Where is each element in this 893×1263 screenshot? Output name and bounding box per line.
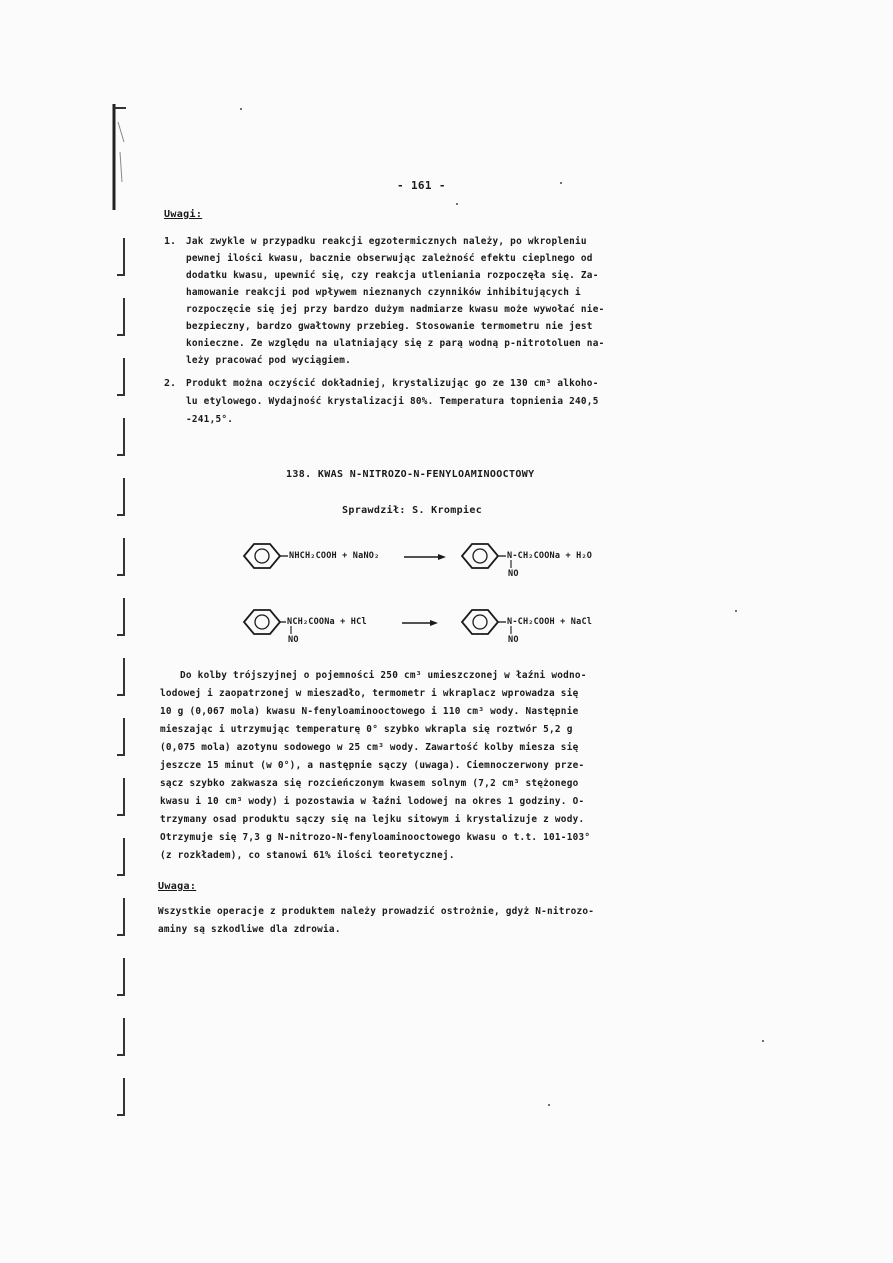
body-line: lodowej i zaopatrzonej w mieszadło, termometr i wkraplacz wprowadza się [160, 688, 579, 699]
binder-hole-mark [117, 1078, 125, 1116]
binder-hole-mark [117, 478, 125, 516]
note-number: 2. [164, 378, 177, 389]
body-line: Otrzymuje się 7,3 g N-nitrozo-N-fenyloaminooctowego kwasu o t.t. 101-103° [160, 832, 591, 843]
body-line: jeszcze 15 minut (w 0°), a następnie sączy (uwaga). Ciemnoczerwony prze- [160, 760, 585, 771]
scan-speck [456, 203, 458, 205]
scan-speck [548, 1104, 550, 1106]
binder-hole-mark [117, 238, 125, 276]
reaction-1-reactants: NHCH₂COOH + NaNO₂ [289, 551, 380, 561]
checked-by: Sprawdził: S. Krompiec [342, 505, 483, 516]
scan-speck [240, 108, 242, 110]
binder-hole-mark [117, 778, 125, 816]
note-line: bezpieczny, bardzo gwałtowny przebieg. Stosowanie termometru nie jest [186, 321, 593, 332]
note-line: Jak zwykle w przypadku reakcji egzotermicznych należy, po wkropleniu [186, 236, 587, 247]
body-line: (z rozkładem), co stanowi 61% ilości teoretycznej. [160, 850, 455, 861]
binder-hole-mark [117, 658, 125, 696]
note-heading: Uwaga: [158, 881, 197, 892]
binder-hole-mark [117, 538, 125, 576]
body-line: sącz szybko zakwasza się rozcieńczonym kwasem solnym (7,2 cm³ stężonego [160, 778, 579, 789]
reaction-1-products: N-CH₂COONa + H₂O [507, 551, 593, 561]
scan-speck [762, 1040, 764, 1042]
nitroso-group: NO [288, 635, 299, 645]
scan-speck [560, 182, 562, 184]
binder-hole-mark [117, 298, 125, 336]
note-line: dodatku kwasu, upewnić się, czy reakcja utleniania rozpoczęła się. Za- [186, 270, 599, 281]
binder-hole-mark [117, 418, 125, 456]
binder-hole-mark [117, 958, 125, 996]
note-number: 1. [164, 236, 177, 247]
note-line: Produkt można oczyścić dokładniej, krystalizując go ze 130 cm³ alkoho- [186, 378, 599, 389]
reaction-2-products: N-CH₂COOH + NaCl [507, 617, 593, 627]
note-line: konieczne. Ze względu na ulatniający się z parą wodną p-nitrotoluen na- [186, 338, 605, 349]
binder-hole-mark [117, 358, 125, 396]
body-line: mieszając i utrzymując temperaturę 0° szybko wkrapla się roztwór 5,2 g [160, 724, 573, 735]
notes-heading: Uwagi: [164, 209, 203, 220]
body-line: kwasu i 10 cm³ wody) i pozostawia w łaźni lodowej na okres 1 godziny. O- [160, 796, 585, 807]
nitroso-group: NO [508, 569, 519, 579]
body-line: 10 g (0,067 mola) kwasu N-fenyloaminooctowego i 110 cm³ wody. Następnie [160, 706, 579, 717]
body-line: trzymany osad produktu sączy się na lejku sitowym i krystalizuje z wody. [160, 814, 585, 825]
binder-hole-mark [117, 898, 125, 936]
binder-hole-mark [117, 1018, 125, 1056]
note-line: leży pracować pod wyciągiem. [186, 355, 352, 366]
binder-hole-mark [117, 598, 125, 636]
note-line: -241,5°. [186, 414, 234, 425]
body-line: Do kolby trójszyjnej o pojemności 250 cm³ umieszczonej w łaźni wodno- [180, 670, 587, 681]
scan-binding-artifact [112, 102, 130, 212]
note-line: pewnej ilości kwasu, bacznie obserwując zależność efektu cieplnego od [186, 253, 593, 264]
note-line: lu etylowego. Wydajność krystalizacji 80%. Temperatura topnienia 240,5 [186, 396, 599, 407]
note-line: rozpoczęcie się jej przy bardzo dużym nadmiarze kwasu może wywołać nie- [186, 304, 605, 315]
reaction-1 [240, 536, 640, 586]
nitroso-group: NO [508, 635, 519, 645]
body-line: (0,075 mola) azotynu sodowego w 25 cm³ wody. Zawartość kolby miesza się [160, 742, 579, 753]
binder-hole-mark [117, 838, 125, 876]
reaction-2 [240, 602, 640, 652]
note-line: Wszystkie operacje z produktem należy prowadzić ostrożnie, gdyż N-nitrozo- [158, 906, 595, 917]
note-line: aminy są szkodliwe dla zdrowia. [158, 924, 341, 935]
page-number: - 161 - [397, 179, 446, 192]
note-line: hamowanie reakcji pod wpływem nieznanych czynników inhibitujących i [186, 287, 581, 298]
binder-hole-mark [117, 718, 125, 756]
scan-speck [735, 610, 737, 612]
section-title: 138. KWAS N-NITROZO-N-FENYLOAMINOOCTOWY [286, 469, 535, 480]
reaction-2-reactants: NCH₂COONa + HCl [287, 617, 367, 627]
